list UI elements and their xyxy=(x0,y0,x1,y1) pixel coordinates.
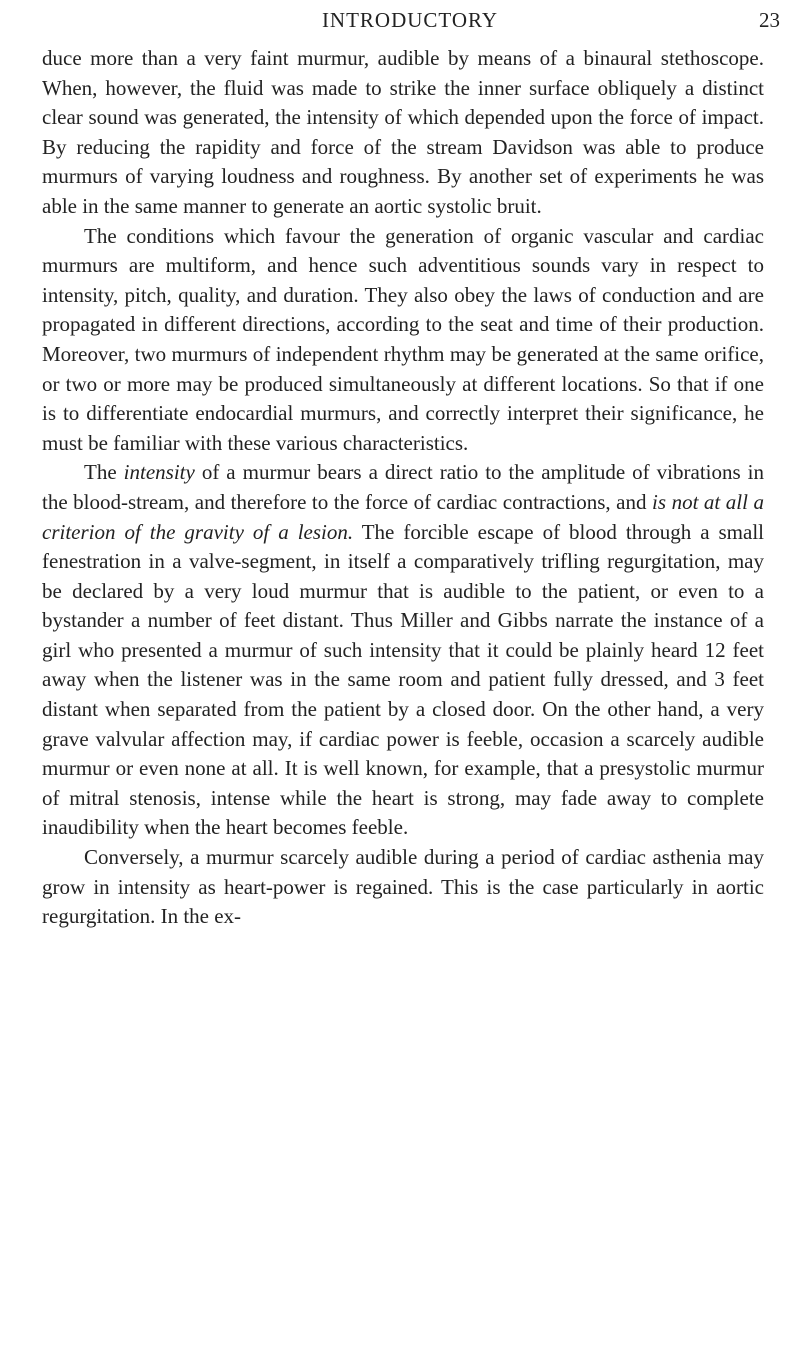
paragraph-3 xyxy=(42,458,764,843)
emphasis-intensity: intensity xyxy=(123,460,195,485)
page-number: 23 xyxy=(759,8,780,32)
paragraph-1: duce more than a very faint murmur, audible by means of a binaural stethoscope. When, however, the fluid was made to strike the inner surface obliquely a distinct clear sound was generated, the intensity of which depended upon the force of impact. By reducing the rapidity and force of the stream Davidson was able to produce murmurs of varying loudness and roughness. By another set of experiments he was able in the same manner to generate an aortic systolic bruit. xyxy=(42,46,764,218)
running-title: INTRODUCTORY xyxy=(321,8,499,32)
paragraph-4: Conversely, a murmur scarcely audible during a period of cardiac asthenia may grow in intensity as heart-power is regained. This is the case particularly in aortic regurgitation. In the ex- xyxy=(42,845,764,929)
body-text xyxy=(42,44,764,932)
paragraph-3-mid: of a murmur bears a direct ratio to the amplitude of vibrations in the blood-stream, and therefore to the force of cardiac contractions, and xyxy=(42,460,764,514)
paragraph-3-lead: The xyxy=(84,460,124,485)
paragraph-2: The conditions which favour the generation of organic vascular and cardiac murmurs are multiform, and hence such adventitious sounds vary in respect to intensity, pitch, quality, and duration. They also obey the laws of conduction and are propagated in different directions, according to the seat and time of their production. Moreover, two murmurs of independent rhythm may be generated at the same orifice, or two or more may be produced simultaneously at different locations. So that if one is to differentiate endocardial murmurs, and correctly interpret their significance, he must be familiar with these various characteristics. xyxy=(42,223,764,455)
paragraph-3-rest: The forcible escape of blood through a small fenestration in a valve-segment, in itself a comparatively trifling regurgitation, may be declared by a very loud murmur that is audible to the patient, or even to a bystander a number of feet distant. Thus Miller and Gibbs narrate the instance of a girl who presented a murmur of such intensity that it could be plainly heard 12 feet away when the listener was in the same room and patient fully dressed, and 3 feet distant when separated from the patient by a closed door. On the other hand, a very grave valvular affection may, if cardiac power is feeble, occasion a scarcely audible murmur or even none at all. It is well known, for example, that a presystolic murmur of mitral stenosis, intense while the heart is strong, may fade away to complete inaudibility when the heart becomes feeble. xyxy=(42,519,764,840)
running-head xyxy=(40,8,780,42)
emphasis-criterion: is not at all a criterion of the gravity of a lesion. xyxy=(42,489,764,544)
